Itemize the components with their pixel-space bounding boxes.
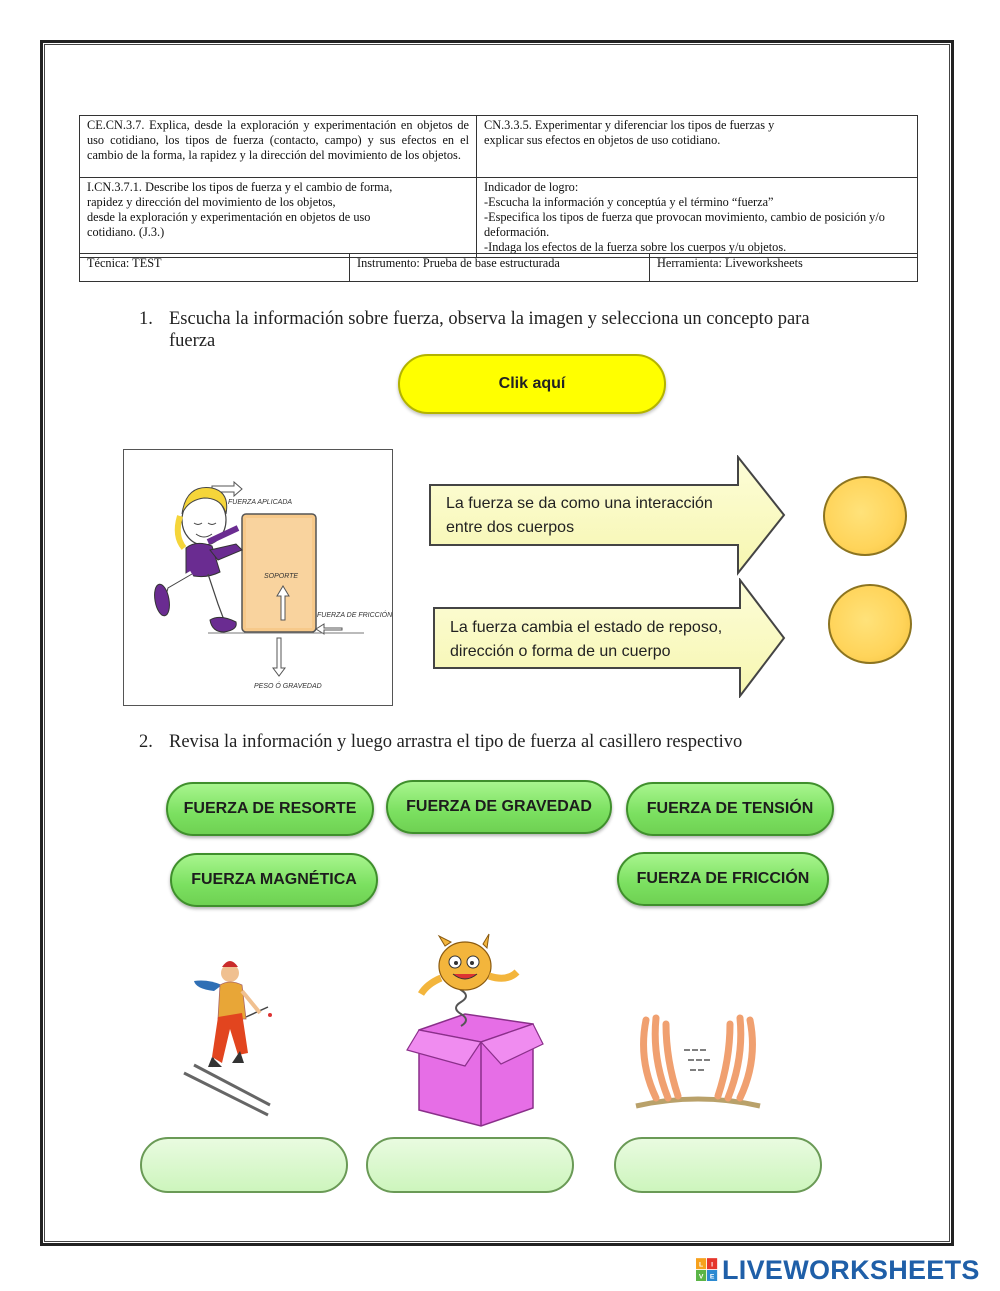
drag-fuerza-tension[interactable]: FUERZA DE TENSIÓN [626,782,834,836]
liveworksheets-logo [696,1256,980,1284]
option-a-text [446,492,713,540]
rope-hands-image [628,1010,768,1120]
question-text [169,308,810,352]
option-b-line: La fuerza cambia el estado de reposo, [450,619,723,636]
option-a-select-circle[interactable] [823,476,907,556]
destreza-line: explicar sus efectos en objetos de uso cotidiano. [484,133,721,147]
label-friccion: FUERZA DE FRICCIÓN [317,612,392,619]
indicador-line: desde la exploración y experimentación en objetos de uso [87,210,371,224]
label-soporte: SOPORTE [264,573,299,580]
destreza-cell [477,116,918,178]
herramienta-cell: Herramienta: Liveworksheets [650,254,918,282]
option-a-line: La fuerza se da como una interacción [446,495,713,512]
indicador-line: I.CN.3.7.1. Describe los tipos de fuerza y el cambio de forma, [87,180,393,194]
drop-box-1[interactable] [140,1137,348,1193]
force-diagram-svg [124,450,392,705]
logo-letter: E [709,1273,715,1281]
indicador-cell [80,178,477,258]
question-text: Revisa la información y luego arrastra el tipo de fuerza al casillero respectivo [169,732,743,752]
skier-image [180,955,280,1125]
question-2 [139,731,899,755]
logo-letter: V [698,1273,704,1281]
drag-fuerza-gravedad[interactable]: FUERZA DE GRAVEDAD [386,780,612,834]
logo-letter: I [711,1261,714,1269]
drag-fuerza-friccion[interactable]: FUERZA DE FRICCIÓN [617,852,829,906]
audio-click-button[interactable]: Clik aquí [398,354,666,414]
drag-fuerza-magnetica[interactable]: FUERZA MAGNÉTICA [170,853,378,907]
assessment-table [79,253,918,282]
logro-cell [477,178,918,258]
question-1 [139,308,879,354]
destreza-line: CN.3.3.5. Experimentar y diferenciar los tipos de fuerzas y [484,118,775,132]
option-a-line: entre dos cuerpos [446,519,575,536]
option-b-text [450,616,722,664]
option-b-select-circle[interactable] [828,584,912,664]
indicador-line: cotidiano. (J.3.) [87,225,165,239]
option-b-line: dirección o forma de un cuerpo [450,643,671,660]
force-diagram-image [123,449,393,706]
logro-line: -Escucha la información y conceptúa y el término “fuerza” [484,195,774,209]
jack-in-box-image [405,930,545,1130]
label-peso: PESO Ó GRAVEDAD [254,683,322,690]
question-text-line: Escucha la información sobre fuerza, observa la imagen y selecciona un concepto para [169,309,810,329]
logo-letter: L [699,1261,704,1269]
logro-line: -Especifica los tipos de fuerza que provocan movimiento, cambio de posición y/o deformación. [484,210,885,239]
liveworksheets-logo-icon [696,1257,718,1283]
drop-box-2[interactable] [366,1137,574,1193]
instrumento-cell: Instrumento: Prueba de base estructurada [350,254,650,282]
indicador-line: rapidez y dirección del movimiento de los objetos, [87,195,336,209]
question-number: 2. [139,732,153,752]
logro-line: Indicador de logro: [484,180,579,194]
criterio-cell: CE.CN.3.7. Explica, desde la exploración y experimentación en objetos de uso cotidiano, los tipos de fuerza (contacto, campo) y sus efectos en el cambio de la forma, la rapidez y la dirección del movimiento de los objetos. [80,116,477,178]
curriculum-table [79,115,918,258]
question-number: 1. [139,309,153,329]
drop-box-3[interactable] [614,1137,822,1193]
tecnica-cell: Técnica: TEST [80,254,350,282]
label-fuerza-aplicada: FUERZA APLICADA [228,499,293,506]
logro-line: -Indaga los efectos de la fuerza sobre los cuerpos y/u objetos. [484,240,787,254]
drag-fuerza-resorte[interactable]: FUERZA DE RESORTE [166,782,374,836]
question-text-line: fuerza [169,331,216,351]
liveworksheets-logo-text: LIVEWORKSHEETS [722,1254,980,1285]
